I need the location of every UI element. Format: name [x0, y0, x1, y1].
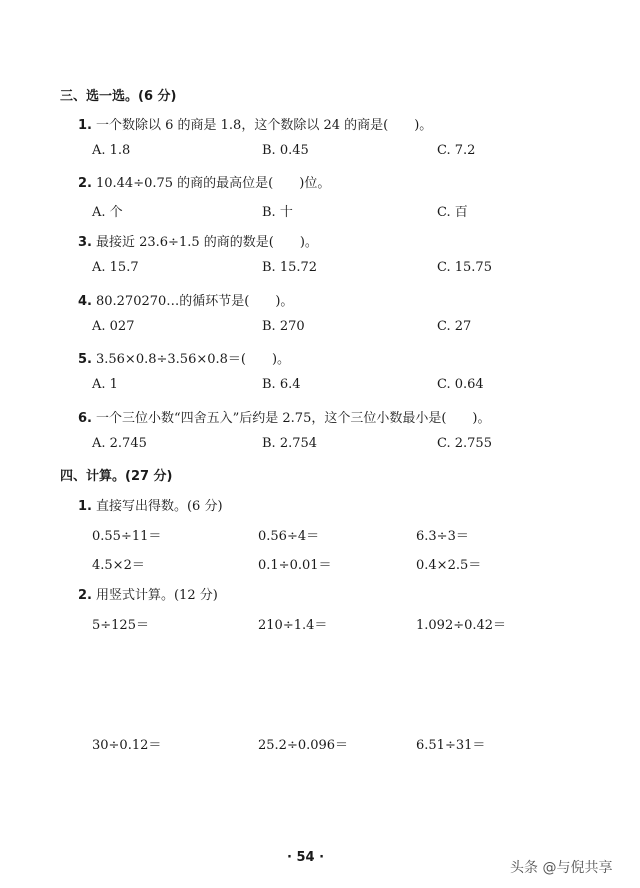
question-2: [78, 172, 330, 191]
watermark: 头条 @与倪共享: [510, 860, 613, 876]
part-2-title: [78, 584, 218, 603]
option-c: C. 2.755: [437, 436, 492, 451]
question-text: 80.270270…的循环节是( )。: [95, 294, 294, 309]
option-b: B. 0.45: [262, 143, 309, 158]
calc-item: 0.56÷4＝: [258, 529, 320, 544]
option-a: A. 1.8: [92, 143, 131, 158]
option-a: A. 15.7: [92, 260, 139, 275]
question-1: [78, 114, 432, 133]
part-number: 2.: [78, 588, 92, 603]
option-c: C. 27: [437, 319, 472, 334]
question-text: 一个三位小数“四舍五入”后约是 2.75，这个三位小数最小是( )。: [95, 411, 491, 426]
option-c: C. 百: [437, 205, 468, 220]
option-c: C. 15.75: [437, 260, 492, 275]
section-4-title: 四、计算。(27 分): [60, 469, 173, 484]
page-number: · 54 ·: [287, 850, 325, 865]
question-number: 3.: [78, 235, 92, 250]
question-3: [78, 231, 318, 250]
part-1-title: [78, 495, 223, 514]
option-c: C. 7.2: [437, 143, 476, 158]
question-5: [78, 348, 290, 367]
question-text: 10.44÷0.75 的商的最高位是( )位。: [95, 176, 331, 191]
question-number: 2.: [78, 176, 92, 191]
question-text: 一个数除以 6 的商是 1.8，这个数除以 24 的商是( )。: [95, 118, 433, 133]
calc-item: 1.092÷0.42＝: [416, 618, 507, 633]
option-b: B. 6.4: [262, 377, 301, 392]
question-number: 4.: [78, 294, 92, 309]
calc-item: 25.2÷0.096＝: [258, 738, 349, 753]
question-number: 5.: [78, 352, 92, 367]
calc-item: 4.5×2＝: [92, 558, 145, 573]
option-a: A. 1: [92, 377, 118, 392]
question-number: 1.: [78, 118, 92, 133]
calc-item: 210÷1.4＝: [258, 618, 328, 633]
option-c: C. 0.64: [437, 377, 484, 392]
question-number: 6.: [78, 411, 92, 426]
calc-item: 6.3÷3＝: [416, 529, 469, 544]
option-b: B. 2.754: [262, 436, 318, 451]
calc-item: 5÷125＝: [92, 618, 149, 633]
calc-item: 0.1÷0.01＝: [258, 558, 332, 573]
question-text: 3.56×0.8÷3.56×0.8＝( )。: [95, 352, 291, 367]
calc-item: 0.55÷11＝: [92, 529, 162, 544]
section-3-title: 三、选一选。(6 分): [60, 89, 177, 104]
option-b: B. 270: [262, 319, 305, 334]
calc-item: 6.51÷31＝: [416, 738, 486, 753]
option-b: B. 十: [262, 205, 293, 220]
calc-item: 30÷0.12＝: [92, 738, 162, 753]
calc-item: 0.4×2.5＝: [416, 558, 482, 573]
question-6: [78, 407, 491, 426]
part-number: 1.: [78, 499, 92, 514]
question-text: 最接近 23.6÷1.5 的商的数是( )。: [95, 235, 318, 250]
part-text: 直接写出得数。(6 分): [95, 499, 223, 514]
question-4: [78, 290, 293, 309]
option-a: A. 027: [92, 319, 135, 334]
part-text: 用竖式计算。(12 分): [95, 588, 218, 603]
option-a: A. 2.745: [92, 436, 147, 451]
option-b: B. 15.72: [262, 260, 318, 275]
option-a: A. 个: [92, 205, 123, 220]
